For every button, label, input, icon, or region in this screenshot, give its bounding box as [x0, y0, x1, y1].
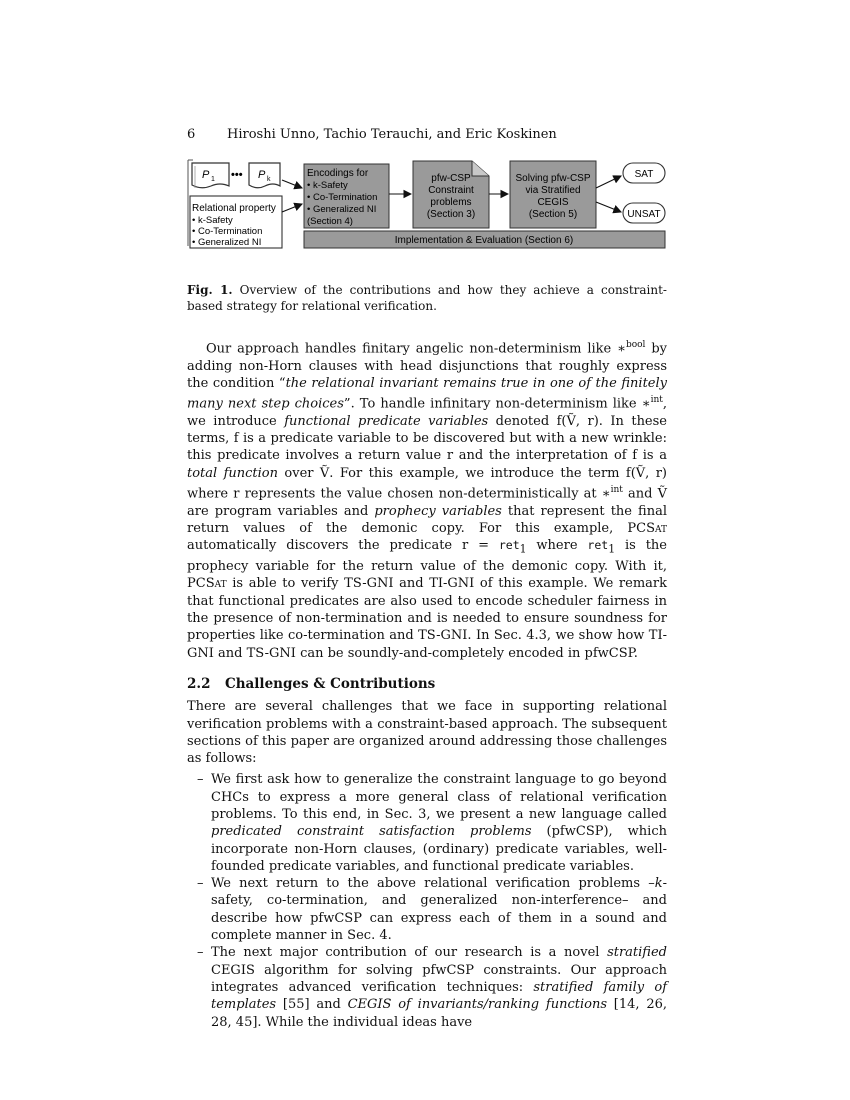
ellipsis: ••• — [231, 169, 243, 181]
paragraph: Our approach handles finitary angelic non-determinism like ∗$^{bool}$ by adding non-Horn clauses with head disjunctions that roughly express the condition “the relational invariant remains true in one of the finitely many next step choices”. To handle infinitary non-determinism like ∗$^{int}$, we introduce functional predicate variables denoted f(Ṽ, r). In these terms, f is a predicate variable to be discovered but with a new wrinkle: this predicate involves a return value r and the interpretation of f is a total function over Ṽ. For this example, we introduce the term f(Ṽ, r) where r represents the value chosen non-deterministically at ∗$^{int}$ and Ṽ are program variables and prophecy variables that represent the final return values of the demonic copy. For this example, PCSat automatically discovers the predicate r = ret$_1$ where ret$_1$ is the prophecy variable for the return value of the demonic copy. With it, PCSat is able to verify TS-GNI and TI-GNI of this example. We remark that functional predicates are also used to encode scheduler fairness in the presence of non-termination and is needed to ensure soundness for properties like co-termination and TS-GNI. In Sec. 4.3, we show how TI-GNI and TS-GNI can be soundly-and-completely encoded in pfwCSP. — [187, 340, 668, 661]
program-p1-label: P — [202, 169, 210, 181]
author-list: Hiroshi Unno, Tachio Terauchi, and Eric Koskinen — [227, 127, 557, 142]
list-item: – We next return to the above relational verification problems –k-safety, co-termination, and generalized non-interference– and describe how pfwCSP can express each of them in a sound and complete manner in Sec. 4. — [211, 875, 667, 944]
paragraph: There are several challenges that we face in supporting relational verification problems with a constraint-based approach. The subsequent sections of this paper are organized around addressing those challenges as follows: — [187, 699, 667, 767]
pfwcsp-line: Constraint — [428, 185, 474, 196]
solver-line: Solving pfw-CSP — [515, 173, 591, 184]
section-heading — [187, 676, 667, 693]
solver-line: via Stratified — [525, 185, 581, 196]
solver-line: CEGIS — [537, 197, 569, 208]
program-pk-sub: k — [267, 176, 271, 183]
body-text — [187, 337, 667, 1031]
solver-line: (Section 5) — [528, 209, 578, 220]
arrow-solver-to-unsat — [596, 202, 621, 212]
unsat-label: UNSAT — [627, 209, 661, 220]
pfwcsp-line: (Section 3) — [426, 209, 476, 220]
arrow-property-to-encodings — [282, 204, 302, 212]
encodings-item: • Generalized NI — [307, 204, 377, 215]
pfwcsp-line: problems — [430, 197, 472, 208]
caption-label: Fig. 1. — [187, 283, 233, 297]
page-number: 6 — [187, 127, 196, 142]
sat-label: SAT — [634, 169, 654, 180]
relational-property-item: • k-Safety — [192, 215, 233, 226]
relational-property-item: • Generalized NI — [192, 237, 262, 248]
figure-caption — [187, 282, 667, 314]
overview-diagram — [187, 158, 667, 253]
running-header — [187, 127, 667, 142]
encodings-item: • Co-Termination — [307, 192, 378, 203]
caption-text: Overview of the contributions and how they achieve a constraint-based strategy for relational verification. — [187, 283, 667, 313]
program-p1-sub: 1 — [211, 176, 215, 183]
encodings-ref: (Section 4) — [307, 216, 353, 227]
list-item: – The next major contribution of our research is a novel stratified CEGIS algorithm for solving pfwCSP constraints. Our approach integrates advanced verification techniques: stratified family of templates [55] and CEGIS of invariants/ranking functions [14, 26, 28, 45]. While the individual ideas have — [211, 944, 667, 1030]
implementation-label: Implementation & Evaluation (Section 6) — [394, 235, 574, 246]
list-item: – We first ask how to generalize the constraint language to go beyond CHCs to express a more general class of relational verification problems. To this end, in Sec. 3, we present a new language called predicated constraint satisfaction problems (pfwCSP), which incorporate non-Horn clauses, (ordinary) predicate variables, well-founded predicate variables, and functional predicate variables. — [211, 771, 667, 875]
program-pk-label: P — [258, 169, 266, 181]
arrow-programs-to-encodings — [282, 180, 302, 188]
pfwcsp-line: pfw-CSP — [431, 173, 471, 184]
relational-property-item: • Co-Termination — [192, 226, 263, 237]
section-number: 2.2 — [187, 675, 211, 692]
contribution-list — [187, 771, 667, 1030]
encodings-item: • k-Safety — [307, 180, 348, 191]
arrow-solver-to-sat — [596, 176, 621, 188]
figure-1-diagram — [187, 158, 667, 253]
encodings-title: Encodings for — [307, 168, 369, 179]
relational-property-title: Relational property — [192, 203, 276, 214]
section-title: Challenges & Contributions — [225, 675, 436, 692]
